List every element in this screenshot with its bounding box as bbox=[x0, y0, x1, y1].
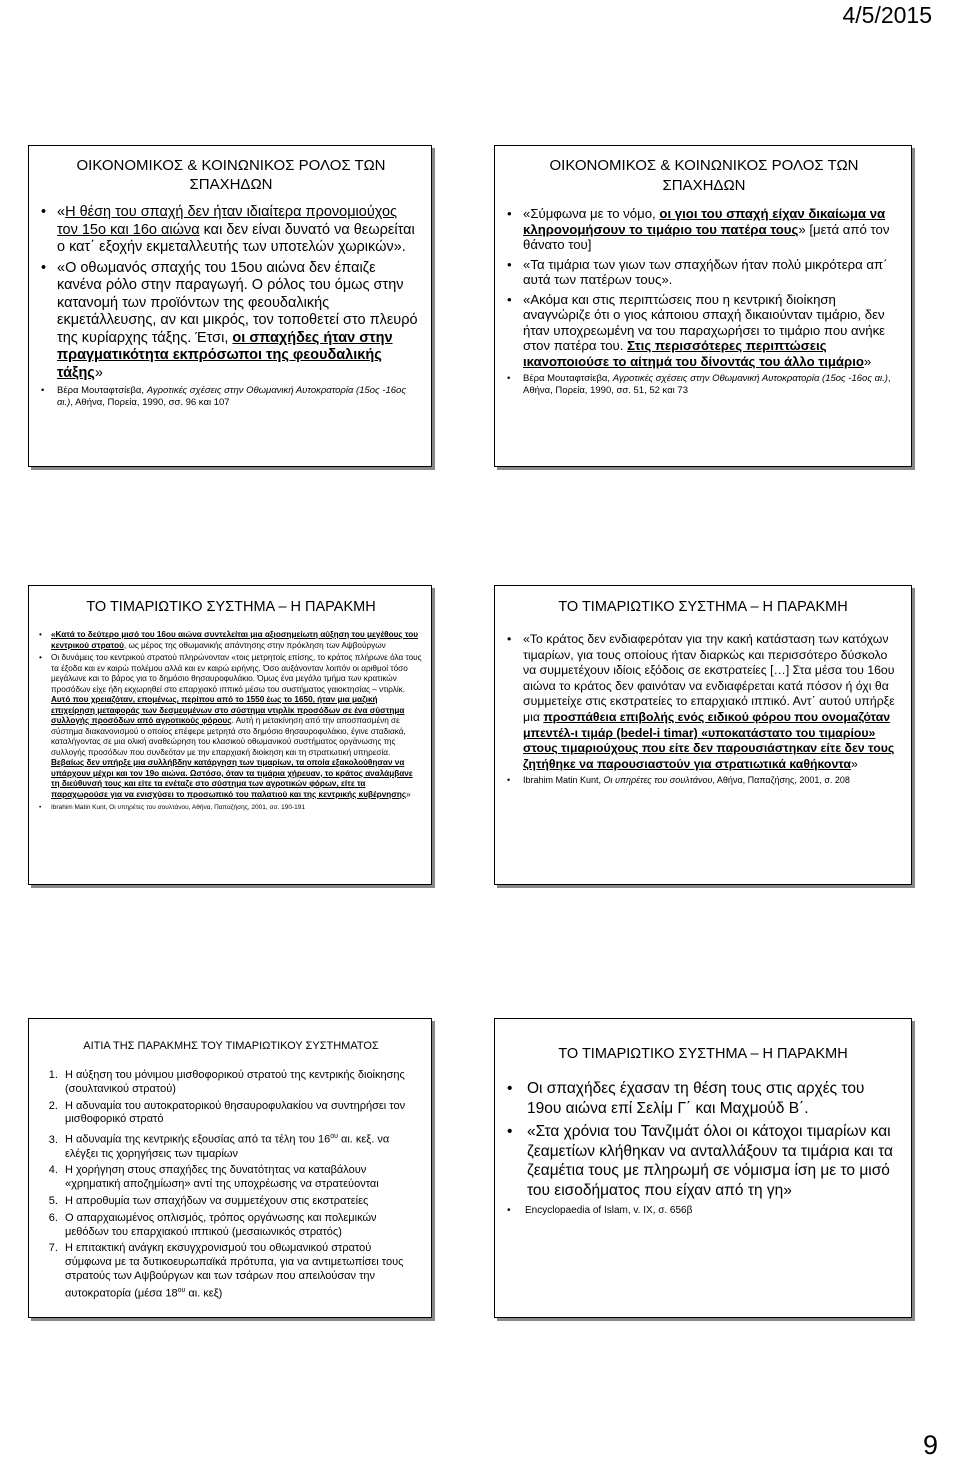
cite-author: Βέρα Μουταφτσίεβα, bbox=[57, 385, 147, 396]
slide-1-title-line1: ΟΙΚΟΝΟΜΙΚΟΣ & ΚΟΙΝΩΝΙΚΟΣ ΡΟΛΟΣ ΤΩΝ bbox=[76, 157, 386, 174]
slide-3-title: ΤΟ ΤΙΜΑΡΙΩΤΙΚΟ ΣΥΣΤΗΜΑ – Η ΠΑΡΑΚΜΗ bbox=[86, 599, 376, 615]
text: » bbox=[406, 789, 411, 799]
slide-6-bullet-1: • Οι σπαχήδες έχασαν τη θέση τους στις αρχές του 19ου αιώνα επί Σελίμ Γ΄ και Μαχμούδ Β΄. bbox=[507, 1079, 899, 1118]
slide-3-citation: • Ibrahim Matin Kunt, Οι υπηρέτες του σουλτάνου, Αθήνα, Παπαζήσης, 2001, σσ. 190-191 bbox=[39, 803, 423, 814]
slide-2-title-line2: ΣΠΑΧΗΔΩΝ bbox=[662, 177, 746, 194]
underlined-text: Η θέση του σπαχή δεν ήταν ιδιαίτερα προνομιούχος τον 15ο και 16ο αιώνα bbox=[57, 204, 398, 238]
text: « bbox=[57, 204, 66, 220]
slide-1-bullet-1 bbox=[41, 204, 421, 257]
text: «Ο οθωμανός σπαχής του 15ου αιώνα δεν έπαιζε κανένα ρόλο στην παραγωγή. Ο ρόλος του όμως στην κατανομή των προϊόντων της φεουδαλικής εκμετάλλευσης, αν και μικρός, τον τοποθετεί στο πλευρό της κυρίαρχης τάξης. Έτσι, bbox=[57, 259, 418, 346]
slide-2 bbox=[494, 145, 912, 467]
text: αι. κεξ) bbox=[185, 1287, 223, 1300]
text: αι. κεξ. να ελέγξει τις χορηγήσεις των τιμαρίων bbox=[65, 1133, 390, 1160]
slide-1-title bbox=[41, 156, 421, 194]
slide-5-item-3 bbox=[61, 1130, 421, 1161]
slide-5-item-7 bbox=[61, 1242, 421, 1301]
text: » bbox=[863, 353, 872, 369]
slide-6-title: ΤΟ ΤΙΜΑΡΙΩΤΙΚΟ ΣΥΣΤΗΜΑ – Η ΠΑΡΑΚΜΗ bbox=[558, 1046, 848, 1062]
slide-2-title bbox=[507, 156, 901, 196]
slide-1-citation bbox=[41, 385, 421, 409]
text: «Το κράτος δεν ενδιαφερόταν για την κακή κατάσταση των κατόχων τιμαρίων, για τους οποίους ήταν διαρκώς και περισσότερο δύσκολο να συμμετέχουν ιδίοις εξόδοις σε εκστρατείες […] Στα μέσα του 16ου αιώνα το κράτος δεν φαινόταν να ενδιαφέρεται κατά πόσον ή όχι θα συμμετείχε στις εκστρατείες το επαρχιακό ιππικό. Αντ΄ αυτού υπήρξε μια bbox=[523, 632, 895, 724]
bold-underlined-text: Βεβαίως δεν υπήρξε μια συλλήβδην κατάργηση των τιμαρίων, τα οποία εξακολούθησαν να υπάρχουν μέχρι και τον 19ο αιώνα. Ωστόσο, όταν τα τιμάρια χήρευαν, το κράτος αναλάμβανε τη διεύθυνσή τους και είτε τα ενέταζε στο σύστημα των αγροτικών φόρων, είτε τα παραχωρούσε για να ενισχύσει το προσωπικό του παλατιού και της κεντρικής κυβέρνησης bbox=[51, 758, 413, 799]
slide-5-item-6: 6. Ο απαρχαιωμένος οπλισμός, τρόπος οργάνωσης και πολεμικών μεθόδων του επαρχιακού ιππικού (μεσαιωνικός στρατός) bbox=[61, 1212, 421, 1240]
slide-3-bullet-1 bbox=[39, 630, 423, 651]
cite-title: Οι υπηρέτες του σουλτάνου bbox=[603, 775, 713, 786]
text: Η επιτακτική ανάγκη εκσυγχρονισμού του οθωμανικού στρατού σύμφωνα με τα δυτικοευρωπαϊκά πρότυπα, για να αντιμετωπίσει τους στρατούς των Αψβούργων και των τσάρων που απειλούσαν την αυτοκρατορία (μέσα 18 bbox=[65, 1242, 404, 1300]
slide-4-bullet-1 bbox=[507, 632, 899, 772]
text: , ως μέρος της οθωμανικής απάντησης στην πρόκληση των Αψβούργων bbox=[123, 640, 386, 650]
slide-2-bullet-2: • «Τα τιμάρια των γιων των σπαχήδων ήταν πολύ μικρότερα απ΄ αυτά των πατέρων τους». bbox=[507, 257, 901, 288]
slide-2-bullets bbox=[507, 206, 901, 397]
text: » [μετά από τον θάνατο του] bbox=[523, 221, 890, 252]
slide-3-bullets bbox=[39, 630, 423, 814]
cite-author: Ibrahim Matin Kunt, bbox=[523, 775, 604, 786]
text: Οι δυνάμεις του κεντρικού στρατού πληρώνονταν «τοις μετρητοίς επίσης, το κράτος πλήρωνε όλα τους τα έξοδα και εν καιρώ πολέμου αλλά και εν καιρώ ειρήνης. Όσο αυξάνονταν λοιπόν οι αριθμοί τόσο μεγάλωνε και το βάρος για το δημόσιο θησαυροφυλάκιο. Όμως ένα μεγάλο τμήμα των κρατικών προσόδων είχε ήδη εκχωρηθεί στο επαρχιακό ιππικό μέσω του συστήματος γαιοκτησίας – ντιρλίκ. bbox=[51, 653, 422, 694]
slide-5-title: ΑΙΤΙΑ ΤΗΣ ΠΑΡΑΚΜΗΣ ΤΟΥ ΤΙΜΑΡΙΩΤΙΚΟΥ ΣΥΣΤΗΜΑΤΟΣ bbox=[83, 1040, 379, 1052]
page-number: 9 bbox=[922, 1430, 938, 1460]
slide-6-bullets bbox=[507, 1079, 899, 1217]
text: Η αδυναμία της κεντρικής εξουσίας από τα τέλη του 16 bbox=[65, 1133, 331, 1146]
bold-underlined-text: «Κατά το δεύτερο μισό του 16ου αιώνα συντελείται μια αξιοσημείωτη αύξηση του μεγέθους του κεντρικού στρατού bbox=[51, 630, 419, 650]
slide-6 bbox=[494, 1018, 912, 1318]
slide-5-item-2: 2. Η αδυναμία του αυτοκρατορικού θησαυροφυλακίου να συντηρήσει τον μισθοφορικό στρατό bbox=[61, 1100, 421, 1128]
slide-3-bullet-2 bbox=[39, 653, 423, 800]
slide-6-citation: • Encyclopaedia of Islam, v. IX, σ. 656β bbox=[507, 1204, 899, 1217]
superscript: ου bbox=[177, 1286, 186, 1294]
slide-5 bbox=[28, 1018, 432, 1318]
slide-2-bullet-3 bbox=[507, 292, 901, 370]
header-date: 4/5/2015 bbox=[842, 2, 932, 28]
text: » bbox=[94, 364, 103, 381]
slide-4 bbox=[494, 585, 912, 885]
slide-6-bullet-2: • «Στα χρόνια του Τανζιμάτ όλοι οι κάτοχοι τιμαρίων και ζεαμετίων κλήθηκαν να ανταλλάξουν τα τιμάρια και τα ζεαμέτια τους με πληρωμή σε νόμισμα ίση με το μισό του εισοδήματος που είχαν από τη γη» bbox=[507, 1122, 899, 1200]
slide-1 bbox=[28, 145, 432, 467]
superscript: ου bbox=[330, 1133, 338, 1141]
bold-underlined-text: οι σπαχήδες ήταν στην πραγματικότητα εκπρόσωποι της φεουδαλικής τάξης bbox=[57, 329, 393, 381]
slide-4-bullets bbox=[507, 632, 899, 787]
slide-5-item-1: 1. Η αύξηση του μόνιμου μισθοφορικού στρατού της κεντρικής διοίκησης (σουλτανικού στρατού) bbox=[61, 1069, 421, 1097]
slide-5-list bbox=[41, 1069, 421, 1301]
cite-author: Βέρα Μουταφτσίεβα, bbox=[523, 373, 613, 384]
slide-1-title-line2: ΣΠΑΧΗΔΩΝ bbox=[189, 176, 273, 193]
cite-title: Αγροτικές σχέσεις στην Οθωμανική Αυτοκρατορία (15ος -16ος αι.) bbox=[57, 385, 406, 408]
bold-underlined-text: προσπάθεια επιβολής ενός ειδικού φόρου που ονομαζόταν μπεντέλ-ι τιμάρ (bedel-i timar) «υποκατάστατο του τιμαρίου» στους τιμαριούχους που είτε δεν παρουσιάστηκαν είτε δεν τους ζητήθηκε να παρουσιαστούν για στρατιωτικά καθήκοντα bbox=[523, 709, 895, 771]
slide-2-citation bbox=[507, 373, 901, 397]
cite-title: Αγροτικές σχέσεις στην Οθωμανική Αυτοκρατορία (15ος -16ος αι.) bbox=[612, 373, 888, 384]
cite-rest: , Αθήνα, Παπαζήσης, 2001, σ. 208 bbox=[712, 775, 850, 786]
slide-3 bbox=[28, 585, 432, 885]
text: «Ακόμα και στις περιπτώσεις που η κεντρική διοίκηση αναγνώριζε ότι ο γιος κάποιου σπαχή δικαιούνταν τιμάριο, δεν ήταν υποχρεωμένη να του παραχωρήσει το τιμάριο που ανήκε στον πατέρα του. bbox=[523, 291, 886, 353]
slide-4-citation bbox=[507, 775, 899, 787]
slide-5-item-5: 5. Η απροθυμία των σπαχήδων να συμμετέχουν στις εκστρατείες bbox=[61, 1195, 421, 1209]
cite-rest: , Αθήνα, Πορεία, 1990, σσ. 51, 52 και 73 bbox=[523, 373, 891, 396]
slide-5-item-4: 4. Η χορήγηση στους σπαχήδες της δυνατότητας να καταβάλουν «χρηματική αποζημίωση» αντί της υποχρέωσης να στρατεύονται bbox=[61, 1164, 421, 1192]
slide-2-bullet-1 bbox=[507, 206, 901, 253]
bold-underlined-text: Στις περισσότερες περιπτώσεις ικανοποιούσε το αίτημά του δίνοντάς του άλλο τιμάριο bbox=[523, 338, 864, 369]
bold-underlined-text: οι γιοι του σπαχή είχαν δικαίωμα να κληρονομήσουν το τιμάριο του πατέρα τους bbox=[523, 206, 886, 237]
text: » bbox=[851, 756, 858, 771]
slide-4-title: ΤΟ ΤΙΜΑΡΙΩΤΙΚΟ ΣΥΣΤΗΜΑ – Η ΠΑΡΑΚΜΗ bbox=[558, 599, 848, 615]
text: . Αυτή η μετακίνηση από την αποσπασμένη σε σύστημα διακανονισμού ο οποίος επέφερε μετρητά στο δημόσιο θησαυροφυλάκιο, έγινε σταδιακά, καταλήγοντας σε μια ολική αναθεώρηση του κλασικού οθωμανικού συστήματος οργάνωσης της συλλογής προσόδων που συνδεόταν με την επαρχιακή διοίκηση και τη στρατιωτική υπηρεσία. bbox=[51, 716, 406, 757]
cite-rest: , Αθήνα, Πορεία, 1990, σσ. 96 και 107 bbox=[70, 397, 230, 408]
slide-2-title-line1: ΟΙΚΟΝΟΜΙΚΟΣ & ΚΟΙΝΩΝΙΚΟΣ ΡΟΛΟΣ ΤΩΝ bbox=[549, 157, 859, 174]
text: «Σύμφωνα με το νόμο, bbox=[523, 206, 660, 221]
slide-1-bullet-2 bbox=[41, 260, 421, 383]
bold-underlined-text: Αυτό που χρειαζόταν, επομένως, περίπου από το 1550 έως το 1650, ήταν μια μαζική επιχείρηση μεταφοράς των δεσμευμένων στο σύστημα ντιρλίκ προσόδων σε ένα σύστημα συλλογής προσόδων από αγροτικούς φόρους bbox=[51, 695, 405, 725]
text: και δεν είναι δυνατό να θεωρείται ο κατ΄ εξοχήν εκμεταλλευτής των υποτελών χωρικών». bbox=[57, 221, 415, 255]
slide-1-bullets bbox=[41, 204, 421, 409]
